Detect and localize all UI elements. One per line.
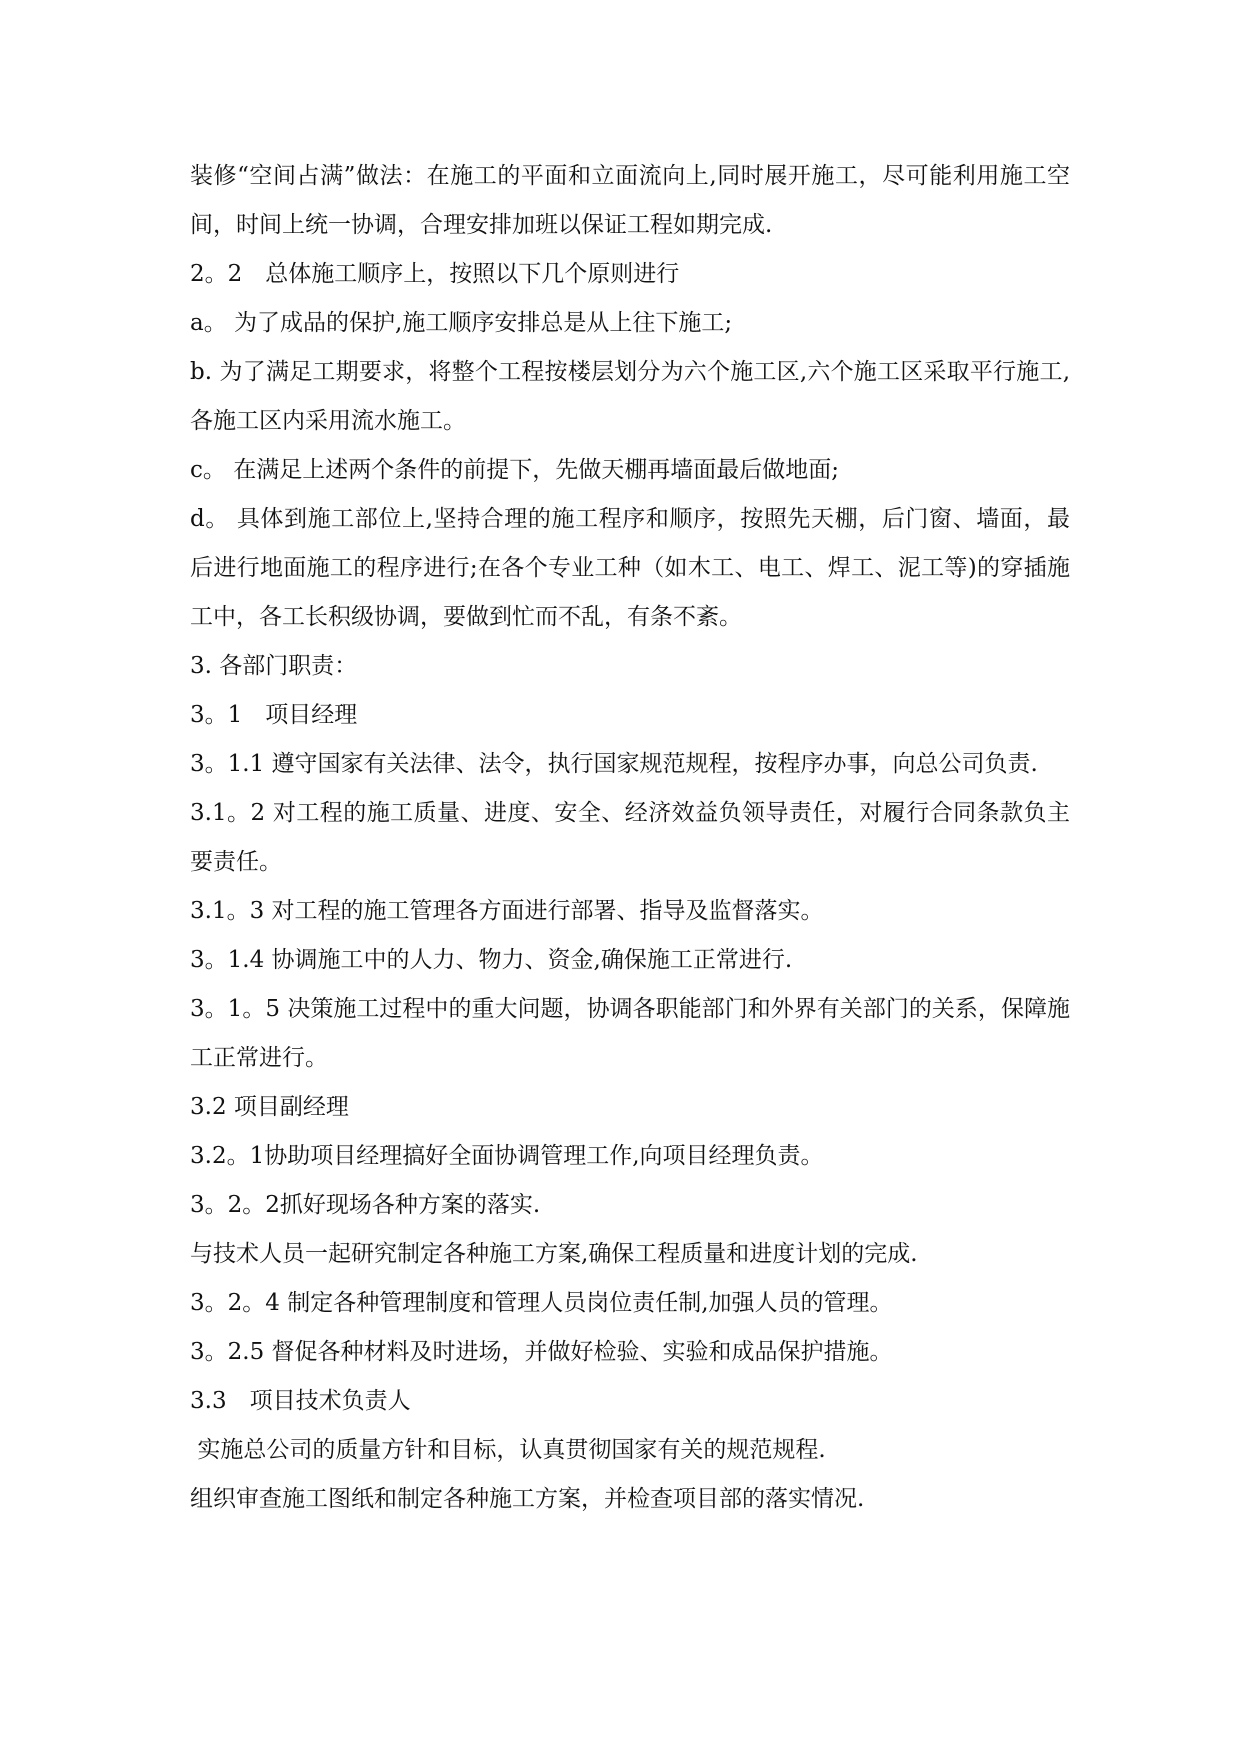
list-item-b: b. 为了满足工期要求，将整个工程按楼层划分为六个施工区,六个施工区采取平行施工,各施工区内采用流水施工。 <box>190 359 1070 434</box>
list-item-d: d。 具体到施工部位上,坚持合理的施工程序和顺序，按照先天棚，后门窗、墙面，最后进行地面施工的程序进行;在各个专业工种（如木工、电工、焊工、泥工等)的穿插施工中，各工长积级协调，要做到忙而不乱，有条不紊。 <box>190 506 1070 630</box>
item-3-1-5: 3。1。5 决策施工过程中的重大问题，协调各职能部门和外界有关部门的关系，保障施工正常进行。 <box>190 996 1070 1071</box>
heading-2-2-construction-order: 2。2 总体施工顺序上，按照以下几个原则进行 <box>190 261 680 287</box>
item-3-1-2: 3.1。2 对工程的施工质量、进度、安全、经济效益负领导责任，对履行合同条款负主要责任。 <box>190 800 1070 875</box>
item-3-2-3: 与技术人员一起研究制定各种施工方案,确保工程质量和进度计划的完成. <box>190 1241 918 1267</box>
list-item-a: a。 为了成品的保护,施工顺序安排总是从上往下施工; <box>190 310 733 336</box>
list-item-c: c。 在满足上述两个条件的前提下，先做天棚再墙面最后做地面; <box>190 457 839 483</box>
item-3-3-1: 实施总公司的质量方针和目标，认真贯彻国家有关的规范规程. <box>190 1437 826 1463</box>
item-3-2-2: 3。2。2抓好现场各种方案的落实. <box>190 1192 541 1218</box>
item-3-1-3: 3.1。3 对工程的施工管理各方面进行部署、指导及监督落实。 <box>190 898 824 924</box>
heading-3-2-deputy-manager: 3.2 项目副经理 <box>190 1094 349 1120</box>
item-3-3-2: 组织审查施工图纸和制定各种施工方案，并检查项目部的落实情况. <box>190 1486 865 1512</box>
item-3-1-4: 3。1.4 协调施工中的人力、物力、资金,确保施工正常进行. <box>190 947 793 973</box>
item-3-2-1: 3.2。1协助项目经理搞好全面协调管理工作,向项目经理负责。 <box>190 1143 824 1169</box>
item-3-1-1: 3。1.1 遵守国家有关法律、法令，执行国家规范规程，按程序办事，向总公司负责. <box>190 751 1038 777</box>
item-3-2-5: 3。2.5 督促各种材料及时进场，并做好检验、实验和成品保护措施。 <box>190 1339 893 1365</box>
heading-3-3-technical-lead: 3.3 项目技术负责人 <box>190 1388 411 1414</box>
paragraph-space-fill-method: 装修“空间占满”做法：在施工的平面和立面流向上,同时展开施工，尽可能利用施工空间，时间上统一协调，合理安排加班以保证工程如期完成. <box>190 163 1070 238</box>
heading-3-department-duties: 3. 各部门职责： <box>190 653 358 679</box>
item-3-2-4: 3。2。4 制定各种管理制度和管理人员岗位责任制,加强人员的管理。 <box>190 1290 893 1316</box>
document-body <box>190 152 1070 1524</box>
heading-3-1-project-manager: 3。1 项目经理 <box>190 702 358 728</box>
